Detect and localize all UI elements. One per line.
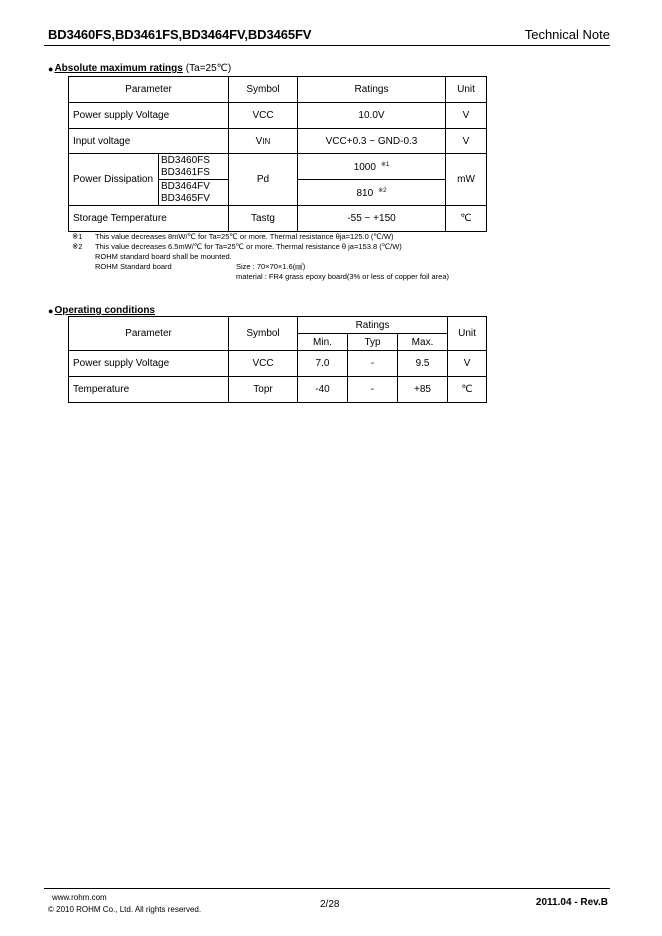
header-min: Min. <box>298 334 348 351</box>
note-text: ROHM Standard board <box>95 262 172 271</box>
typ-cell: - <box>348 351 398 377</box>
header-unit: Unit <box>448 317 487 351</box>
unit-cell: V <box>448 351 487 377</box>
abs-max-condition: (Ta=25℃) <box>185 63 232 74</box>
bullet-icon: ● <box>48 63 54 74</box>
header-unit: Unit <box>446 77 487 103</box>
rating-value: 810 <box>356 187 374 199</box>
symbol-main: V <box>255 135 263 147</box>
table-row <box>69 206 487 232</box>
symbol-cell: Topr <box>229 377 298 403</box>
note-text: ROHM standard board shall be mounted. <box>95 252 232 261</box>
model-label: BD3461FS <box>161 166 210 178</box>
unit-cell: V <box>446 129 487 154</box>
param-cell: Power supply Voltage <box>69 103 229 129</box>
unit-cell: ℃ <box>448 377 487 403</box>
note-mark: ※2 <box>72 242 83 251</box>
rating-cell <box>298 180 446 206</box>
header-ratings: Ratings <box>298 77 446 103</box>
header-typ: Typ <box>348 334 398 351</box>
header-symbol: Symbol <box>229 77 298 103</box>
table-row <box>69 377 487 403</box>
symbol-cell: VCC <box>229 351 298 377</box>
table-header-row <box>69 77 487 103</box>
table-row <box>69 154 487 180</box>
footer-divider <box>44 888 610 889</box>
document-type: Technical Note <box>524 27 610 42</box>
symbol-subscript: IN <box>262 136 271 146</box>
header-divider <box>44 45 610 46</box>
operating-section-title <box>48 305 155 316</box>
header-parameter: Parameter <box>69 77 229 103</box>
rating-value: 1000 <box>353 161 376 173</box>
abs-max-table <box>68 76 487 232</box>
header-parameter: Parameter <box>69 317 229 351</box>
bullet-icon: ● <box>48 305 54 316</box>
footer-copyright: © 2010 ROHM Co., Ltd. All rights reserved. <box>48 905 202 914</box>
model-label: BD3465FV <box>161 192 210 204</box>
page-number: 2/28 <box>320 899 340 910</box>
symbol-cell: VCC <box>229 103 298 129</box>
typ-cell: - <box>348 377 398 403</box>
note-mark: ※1 <box>72 232 83 241</box>
header-max: Max. <box>398 334 448 351</box>
model-label: BD3460FS <box>161 154 210 166</box>
revision: 2011.04 - Rev.B <box>535 897 608 908</box>
note-text: Size : 70×70×1.6(㎣) <box>236 262 306 271</box>
rating-cell: 10.0V <box>298 103 446 129</box>
note-text: This value decreases 6.5mW/℃ for Ta=25℃ or more. Thermal resistance θ ja=153.8 (℃/W) <box>95 242 402 251</box>
abs-max-title: Absolute maximum ratings <box>54 63 183 74</box>
table-header-row <box>69 317 487 334</box>
note-text: material : FR4 grass epoxy board(3% or less of copper foil area) <box>236 272 450 281</box>
unit-cell: mW <box>446 154 487 206</box>
param-cell: Power Dissipation <box>69 154 159 206</box>
min-cell: 7.0 <box>298 351 348 377</box>
model-cell <box>159 154 229 180</box>
header-ratings: Ratings <box>298 317 448 334</box>
footer-url: www.rohm.com <box>52 893 107 902</box>
document-title: BD3460FS,BD3461FS,BD3464FV,BD3465FV <box>48 27 312 42</box>
max-cell: +85 <box>398 377 448 403</box>
param-cell: Temperature <box>69 377 229 403</box>
model-cell <box>159 180 229 206</box>
operating-table <box>68 316 487 403</box>
rating-cell: VCC+0.3 ~ GND-0.3 <box>298 129 446 154</box>
unit-cell: V <box>446 103 487 129</box>
param-cell: Input voltage <box>69 129 229 154</box>
table-row <box>69 351 487 377</box>
abs-max-section-title <box>48 63 231 74</box>
unit-cell: ℃ <box>446 206 487 232</box>
footnote-ref: ※1 <box>380 161 390 168</box>
table-row <box>69 129 487 154</box>
symbol-cell: Pd <box>229 154 298 206</box>
param-cell: Storage Temperature <box>69 206 229 232</box>
symbol-cell: Tastg <box>229 206 298 232</box>
rating-cell: -55 ~ +150 <box>298 206 446 232</box>
param-cell: Power supply Voltage <box>69 351 229 377</box>
header-symbol: Symbol <box>229 317 298 351</box>
model-label: BD3464FV <box>161 180 210 192</box>
table-row <box>69 103 487 129</box>
footnote-ref: ※2 <box>378 187 387 194</box>
operating-title: Operating conditions <box>54 305 155 316</box>
note-text: This value decreases 8mW/℃ for Ta=25℃ or more. Thermal resistance θja=125.0 (℃/W) <box>95 232 394 241</box>
min-cell: -40 <box>298 377 348 403</box>
rating-cell <box>298 154 446 180</box>
symbol-cell <box>229 129 298 154</box>
max-cell: 9.5 <box>398 351 448 377</box>
